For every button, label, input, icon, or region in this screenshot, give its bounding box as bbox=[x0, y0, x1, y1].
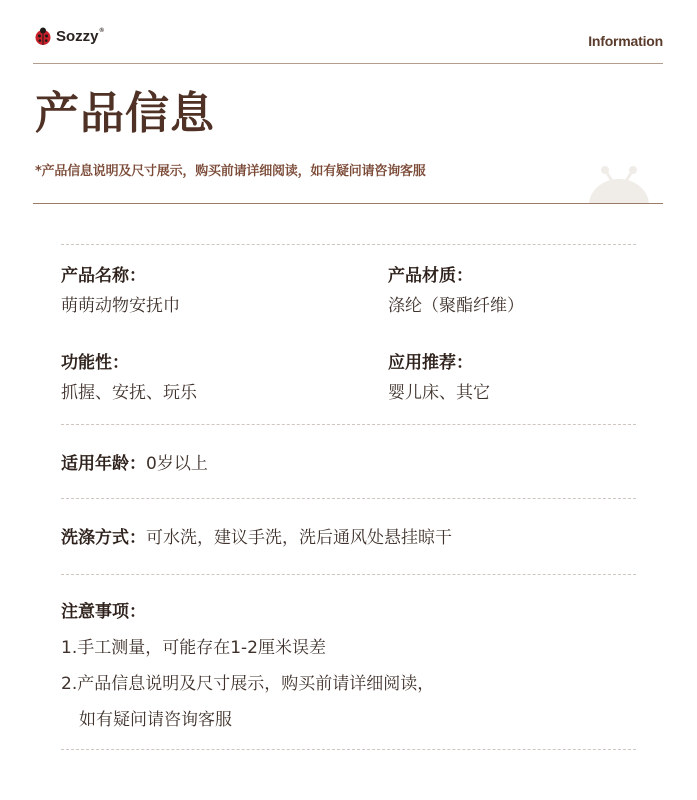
page-title: 产品信息 bbox=[35, 88, 215, 139]
note-item: 2.产品信息说明及尺寸展示，购买前请详细阅读， bbox=[61, 674, 435, 694]
field-label: 适用年龄： bbox=[61, 454, 146, 474]
field-value: 可水洗，建议手洗，洗后通风处悬挂晾干 bbox=[146, 528, 452, 548]
field-value: 0岁以上 bbox=[146, 454, 208, 474]
field-label: 产品材质： bbox=[388, 266, 473, 286]
note-item: 如有疑问请咨询客服 bbox=[79, 710, 232, 730]
field-value: 婴儿床、其它 bbox=[388, 383, 490, 403]
field-product-name bbox=[61, 265, 388, 317]
ladybug-icon bbox=[33, 26, 53, 46]
note-item: 1.手工测量，可能存在1-2厘米误差 bbox=[61, 638, 326, 658]
header-divider bbox=[33, 63, 663, 64]
field-value: 萌萌动物安抚巾 bbox=[61, 296, 180, 316]
registered-mark: ® bbox=[99, 27, 104, 34]
logo-text: Sozzy® bbox=[56, 27, 104, 45]
field-label: 应用推荐： bbox=[388, 353, 473, 373]
brand-logo[interactable] bbox=[33, 26, 104, 46]
field-value: 涤纶（聚酯纤维） bbox=[388, 296, 524, 316]
field-wash bbox=[61, 499, 636, 574]
mascot-icon bbox=[587, 163, 651, 203]
field-function bbox=[61, 352, 388, 404]
field-label: 洗涤方式： bbox=[61, 528, 146, 548]
notes-section bbox=[61, 575, 636, 731]
info-row-function-usage bbox=[61, 327, 636, 424]
page-subtitle: *产品信息说明及尺寸展示，购买前请详细阅读，如有疑问请咨询客服 bbox=[35, 164, 426, 179]
field-value: 抓握、安抚、玩乐 bbox=[61, 383, 197, 403]
dashed-divider bbox=[61, 749, 636, 750]
header bbox=[33, 24, 663, 64]
field-label: 功能性： bbox=[61, 353, 129, 373]
field-usage bbox=[388, 352, 636, 404]
field-age bbox=[61, 425, 636, 498]
field-label: 产品名称： bbox=[61, 266, 146, 286]
product-info-list bbox=[61, 244, 636, 750]
field-material bbox=[388, 265, 636, 317]
notes-label: 注意事项： bbox=[61, 602, 146, 622]
title-divider bbox=[33, 203, 663, 204]
info-row-name-material bbox=[61, 245, 636, 327]
section-label: Information bbox=[588, 33, 663, 49]
